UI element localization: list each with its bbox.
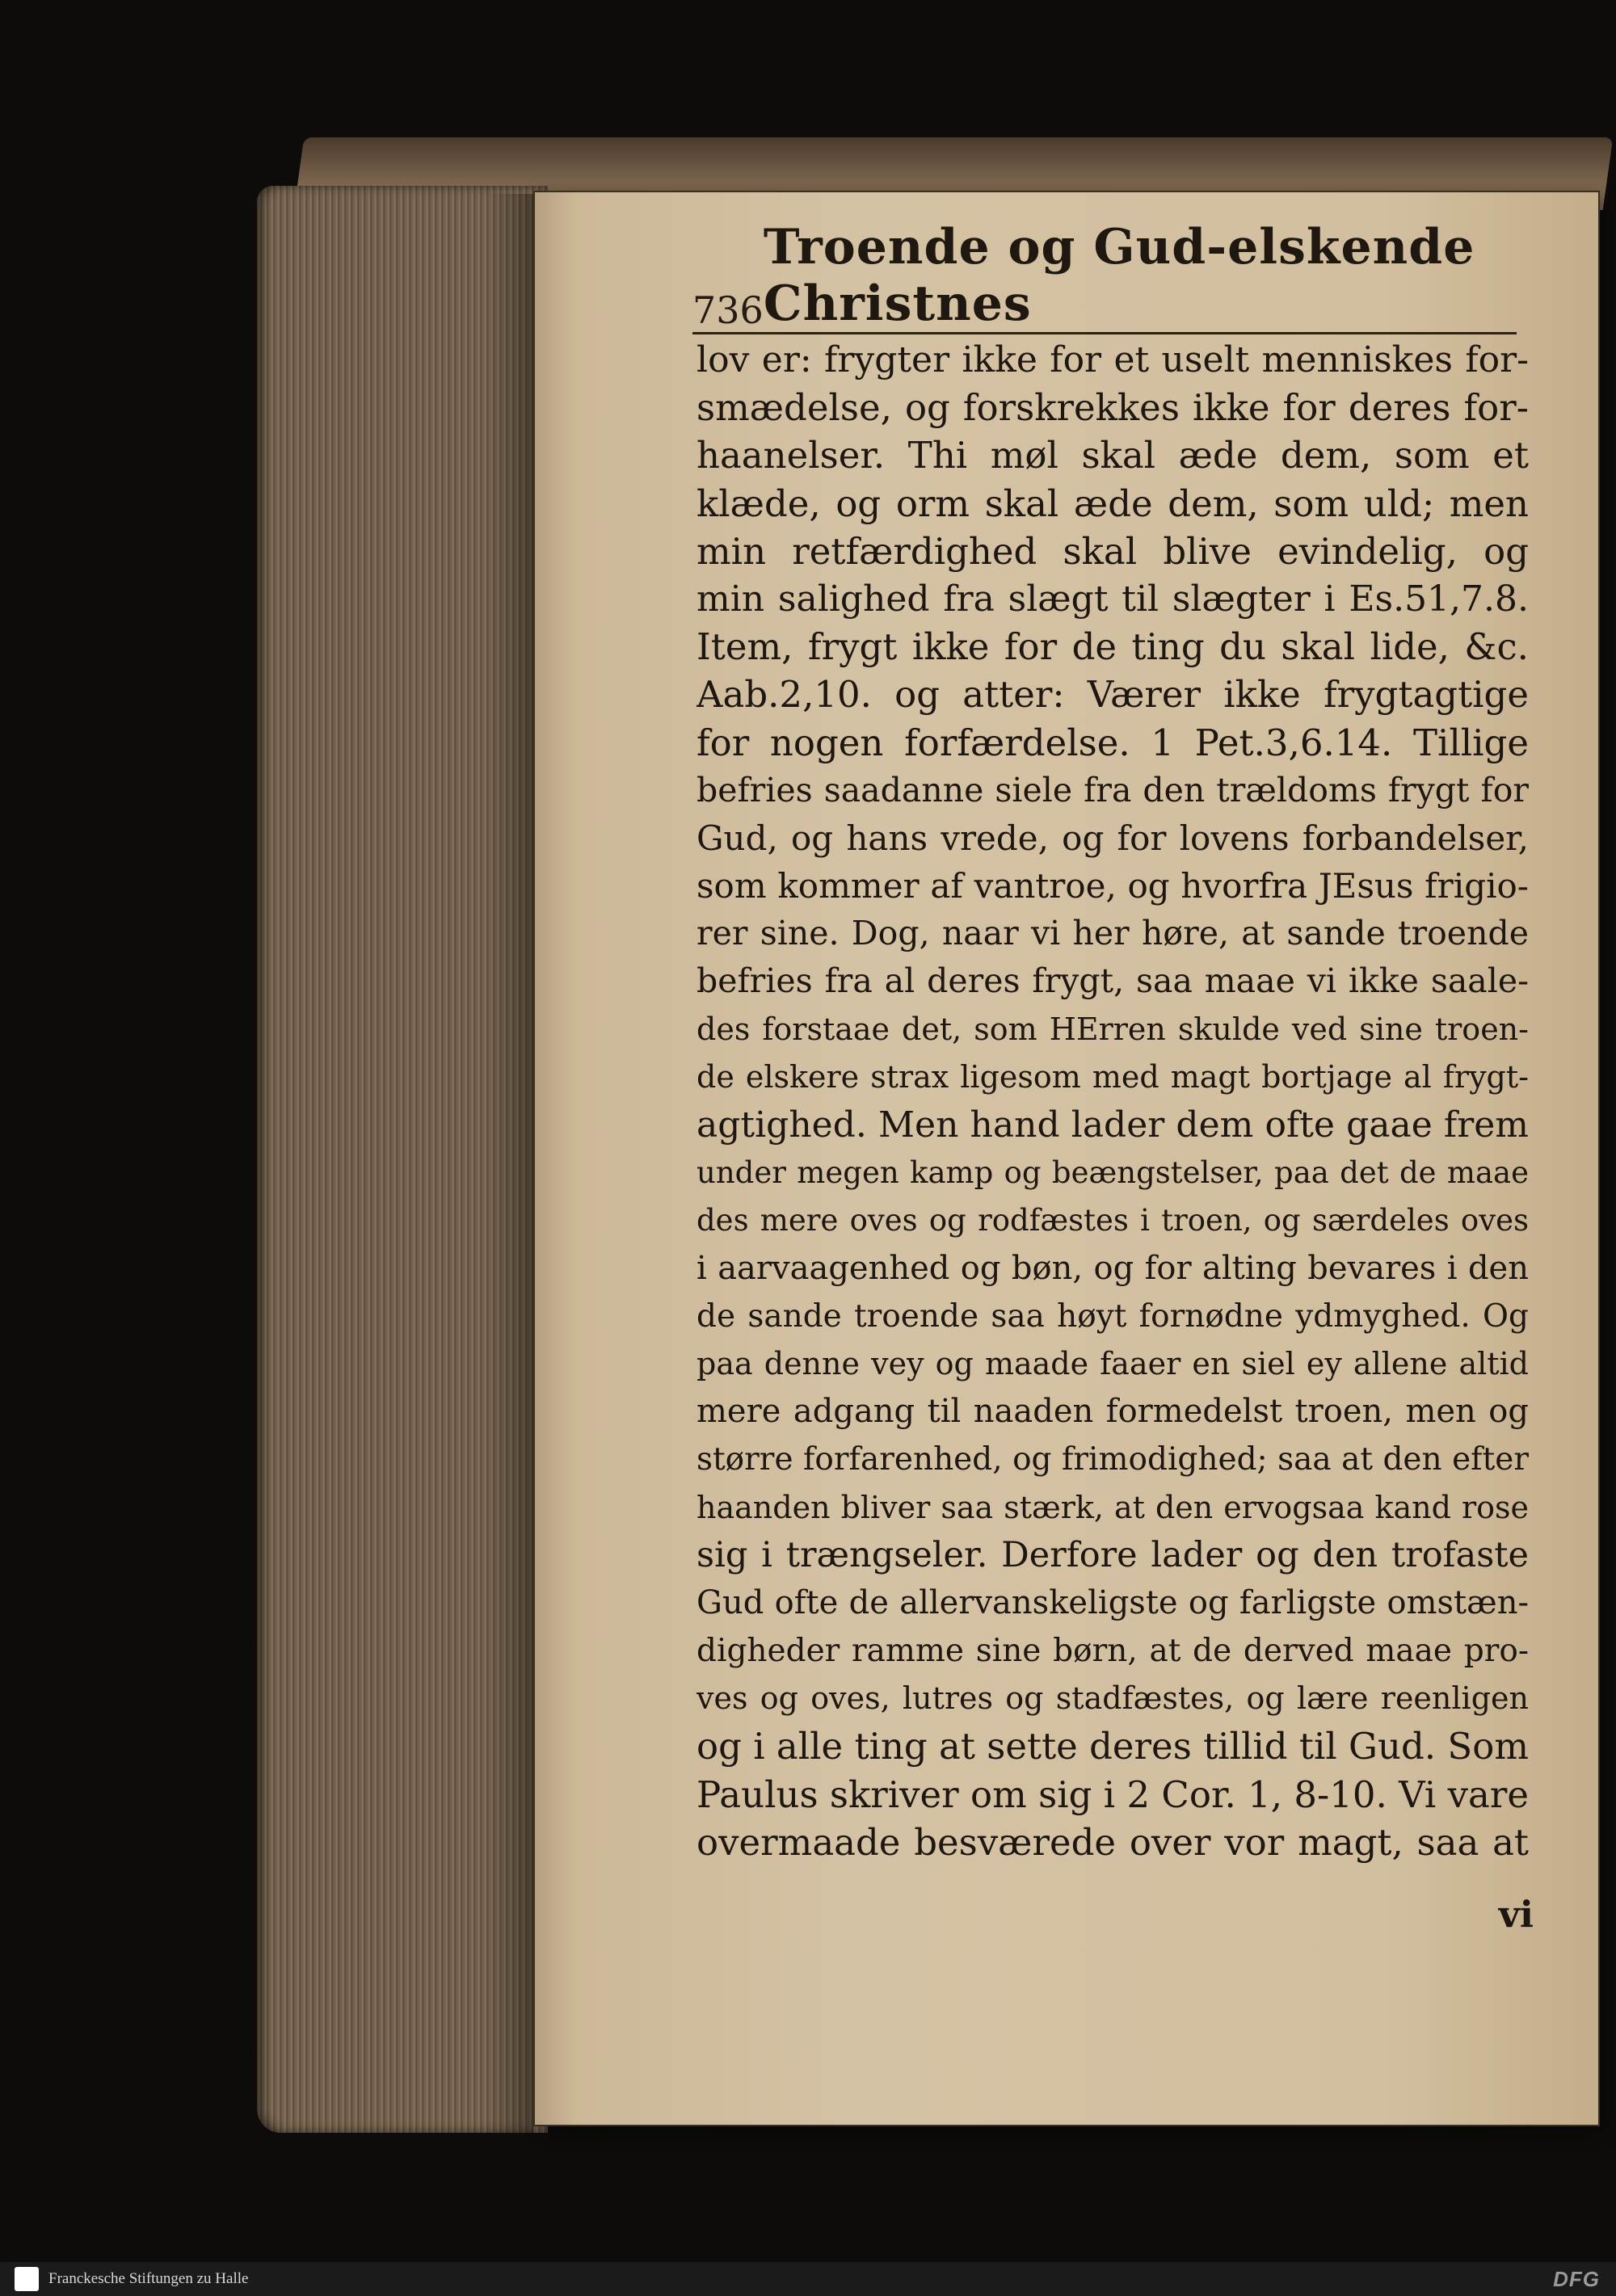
institution-logo-icon — [15, 2267, 39, 2291]
text-line: de sande troende saa høyt fornødne ydmyghed. Og — [696, 1297, 1529, 1335]
text-line: større forfarenhed, og frimodighed; saa at den efter — [696, 1441, 1529, 1478]
text-line: des forstaae det, som HErren skulde ved sine troen- — [696, 1011, 1529, 1047]
text-line: befries saadanne siele fra den trældoms frygt for — [696, 770, 1529, 809]
text-line: mere adgang til naaden formedelst troen, men og — [696, 1393, 1529, 1431]
footer-bar — [0, 2262, 1616, 2296]
text-line: i aarvaagenhed og bøn, og for alting bevares i den — [696, 1249, 1529, 1287]
text-line: lov er: frygter ikke for et uselt menniskes for- — [696, 339, 1529, 381]
text-line: agtighed. Men hand lader dem ofte gaae frem — [696, 1104, 1529, 1146]
text-line: Aab.2,10. og atter: Værer ikke frygtagtige — [696, 673, 1529, 717]
spine-shadow — [485, 194, 533, 2133]
text-line: smædelse, og forskrekkes ikke for deres for- — [696, 386, 1529, 430]
text-line: de elskere strax ligesom med magt bortjage al frygt- — [696, 1058, 1529, 1095]
text-line: under megen kamp og beængstelser, paa det de maae — [696, 1155, 1529, 1191]
body-text — [696, 336, 1529, 1866]
text-line: for nogen forfærdelse. 1 Pet.3,6.14. Tillige — [696, 721, 1529, 764]
book-page — [535, 192, 1598, 2125]
text-line: digheder ramme sine børn, at de derved maae pro- — [696, 1633, 1529, 1670]
text-line: klæde, og orm skal æde dem, som uld; men — [696, 481, 1529, 525]
text-line: Gud, og hans vrede, og for lovens forbandelser, — [696, 818, 1529, 858]
text-line: som kommer af vantroe, og hvorfra JEsus frigio- — [696, 866, 1529, 906]
page-header — [692, 219, 1517, 334]
text-line: og i alle ting at sette deres tillid til Gud. Som — [696, 1725, 1529, 1768]
institution-name: Franckesche Stiftungen zu Halle — [48, 2270, 249, 2287]
catchword: vi — [1498, 1893, 1534, 1936]
text-line: Item, frygt ikke for de ting du skal lide, &c. — [696, 625, 1529, 669]
running-head: Troende og Gud-elskende Christnes — [763, 219, 1475, 332]
text-line: sig i trængseler. Derfore lader og den trofaste — [696, 1534, 1529, 1575]
text-line: haanden bliver saa stærk, at den ervogsaa kand rose — [696, 1489, 1529, 1525]
text-line: haanelser. Thi møl skal æde dem, som et — [696, 434, 1529, 477]
text-line: rer sine. Dog, naar vi her høre, at sande troende — [696, 914, 1529, 953]
text-line: min retfærdighed skal blive evindelig, og — [696, 529, 1529, 573]
text-line: befries fra al deres frygt, saa maae vi ikke saale- — [696, 961, 1529, 1001]
page-number: 736 — [692, 288, 764, 332]
text-line: des mere oves og rodfæstes i troen, og særdeles oves — [696, 1203, 1529, 1238]
text-line: paa denne vey og maade faaer en siel ey allene altid — [696, 1345, 1529, 1381]
text-line: ves og oves, lutres og stadfæstes, og lære reenligen — [696, 1680, 1529, 1717]
text-line: min salighed fra slægt til slægter i Es.51,7.8. — [696, 578, 1529, 620]
dfg-logo: DFG — [1553, 2267, 1600, 2291]
text-line: overmaade besværede over vor magt, saa at — [696, 1820, 1529, 1864]
text-line: Paulus skriver om sig i 2 Cor. 1, 8-10. Vi vare — [696, 1772, 1529, 1816]
text-line: Gud ofte de allervanskeligste og farligste omstæn- — [696, 1583, 1529, 1621]
